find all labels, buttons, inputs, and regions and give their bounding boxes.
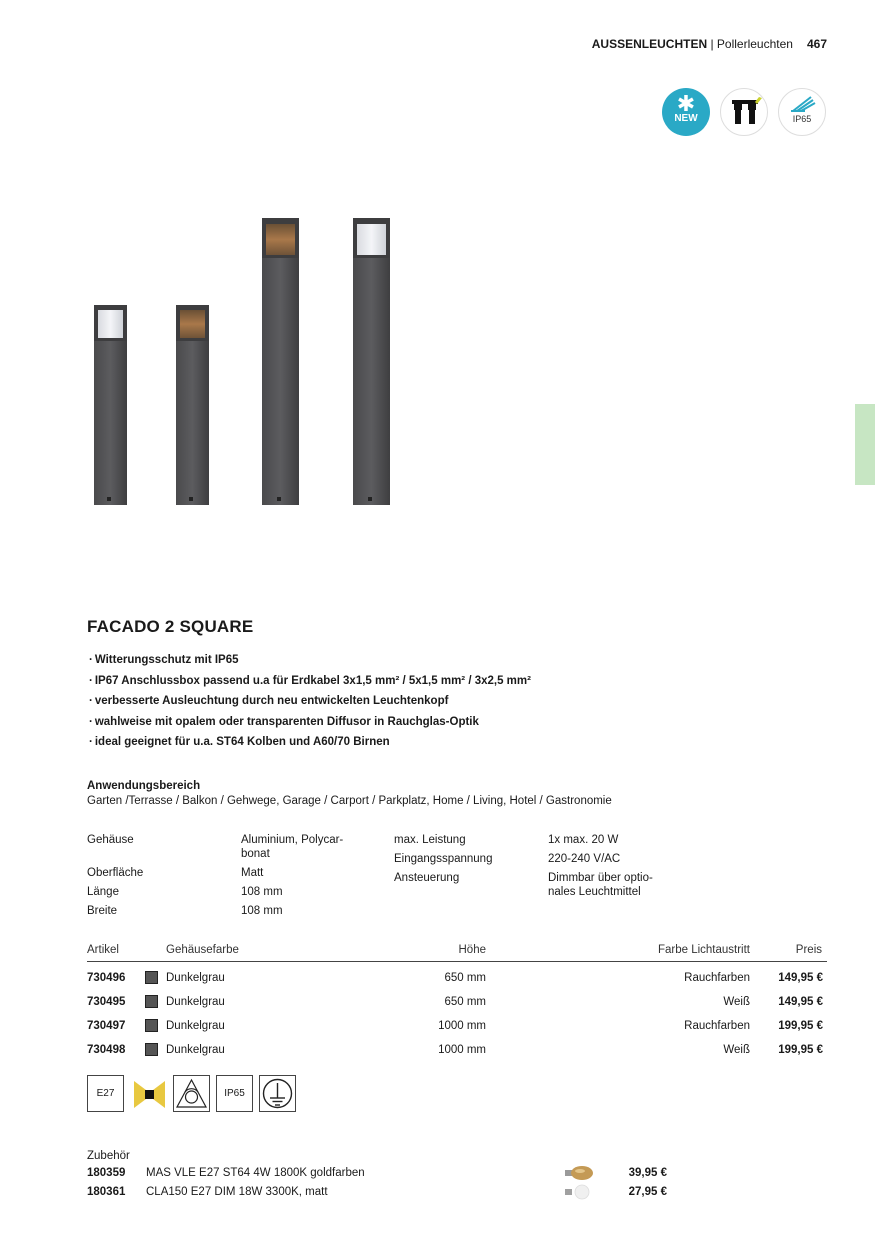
- color-swatch: [145, 995, 158, 1008]
- article-number: 730496: [87, 972, 126, 984]
- application-heading: Anwendungsbereich: [87, 780, 201, 792]
- spec-value: 108 mm: [241, 905, 283, 917]
- spec-label: Breite: [87, 905, 118, 917]
- accessory-description: MAS VLE E27 ST64 4W 1800K goldfarben: [146, 1167, 365, 1179]
- accessories-heading: Zubehör: [87, 1150, 130, 1162]
- col-header-article: Artikel: [87, 944, 119, 956]
- bollard-mount-icon: [720, 88, 768, 136]
- ip65-badge: [778, 88, 826, 136]
- article-number: 730495: [87, 996, 126, 1008]
- page-number: 467: [806, 37, 827, 51]
- light-color: Weiß: [723, 1044, 750, 1056]
- height: 650 mm: [444, 972, 486, 984]
- accessory-number: 180359: [87, 1167, 126, 1179]
- ip65-icon: [216, 1075, 253, 1112]
- article-number: 730497: [87, 1020, 126, 1032]
- accessory-price: 39,95 €: [628, 1167, 667, 1179]
- new-badge: [662, 88, 710, 136]
- feature-item: · ideal geeignet für u.a. ST64 Kolben und A60/70 Birnen: [89, 732, 531, 753]
- bollard-smoke-1000: [262, 218, 299, 505]
- light-color: Weiß: [723, 996, 750, 1008]
- height: 650 mm: [444, 996, 486, 1008]
- header-subcategory: Pollerleuchten: [716, 37, 793, 51]
- asterisk-icon: ✱: [676, 91, 696, 116]
- spec-value: 220-240 V/AC: [548, 853, 621, 865]
- spec-label: Länge: [87, 886, 119, 898]
- accessory-row: [87, 1186, 687, 1202]
- feature-item: · verbesserte Ausleuchtung durch neu entwickelten Leuchtenkopf: [89, 691, 531, 712]
- new-badge-label: NEW: [674, 113, 698, 124]
- product-title: FACADO 2 SQUARE: [87, 617, 254, 636]
- feature-list: [89, 650, 531, 753]
- light-distribution-icon: [130, 1075, 167, 1112]
- section-side-tab: [855, 404, 875, 485]
- price: 149,95 €: [778, 996, 823, 1008]
- housing-color: Dunkelgrau: [166, 972, 225, 984]
- protection-class-icon: [259, 1075, 296, 1112]
- spec-value: 108 mm: [241, 886, 283, 898]
- col-header-height: Höhe: [458, 944, 486, 956]
- header-separator: |: [707, 37, 717, 51]
- e27-socket-label: E27: [96, 1088, 115, 1099]
- accessory-row: [87, 1167, 687, 1183]
- housing-color: Dunkelgrau: [166, 1020, 225, 1032]
- feature-item: · Witterungsschutz mit IP65: [89, 650, 531, 671]
- bollard-opal-650: [94, 305, 127, 505]
- rotatable-head-icon: [173, 1075, 210, 1112]
- accessory-number: 180361: [87, 1186, 126, 1198]
- spec-value: Matt: [241, 867, 264, 879]
- article-number: 730498: [87, 1044, 126, 1056]
- height: 1000 mm: [438, 1044, 486, 1056]
- feature-item: · wahlweise mit opalem oder transparenten Diffusor in Rauchglas-Optik: [89, 712, 531, 733]
- table-row: [87, 972, 827, 988]
- col-header-light-color: Farbe Lichtaustritt: [657, 944, 750, 956]
- accessory-description: CLA150 E27 DIM 18W 3300K, matt: [146, 1186, 328, 1198]
- spec-label: Gehäuse: [87, 834, 134, 846]
- light-color: Rauchfarben: [684, 1020, 750, 1032]
- spec-label: max. Leistung: [394, 834, 466, 846]
- page-header: [592, 37, 827, 51]
- table-row: [87, 1044, 827, 1060]
- amber-bulb-icon: [565, 1165, 595, 1181]
- ip65-icon-label: IP65: [224, 1088, 245, 1099]
- table-row: [87, 1020, 827, 1036]
- spec-value: 1x max. 20 W: [548, 834, 619, 846]
- spec-value: Aluminium, Polycar- bonat: [241, 834, 344, 860]
- feature-item: · IP67 Anschlussbox passend u.a für Erdkabel 3x1,5 mm² / 5x1,5 mm² / 3x2,5 mm²: [89, 671, 531, 692]
- col-header-price: Preis: [795, 944, 822, 956]
- spec-label: Ansteuerung: [394, 872, 460, 884]
- spray-icon: [779, 89, 827, 137]
- white-bulb-icon: [565, 1184, 595, 1200]
- e27-socket-icon: [87, 1075, 124, 1112]
- price: 199,95 €: [778, 1044, 823, 1056]
- ip65-badge-label: IP65: [792, 114, 812, 124]
- product-image: [80, 210, 410, 510]
- housing-color: Dunkelgrau: [166, 1044, 225, 1056]
- color-swatch: [145, 1043, 158, 1056]
- color-swatch: [145, 1019, 158, 1032]
- application-text: Garten /Terrasse / Balkon / Gehwege, Garage / Carport / Parkplatz, Home / Living, Hotel / Gastronomie: [87, 795, 612, 807]
- spec-label: Oberfläche: [87, 867, 144, 879]
- col-header-housing-color: Gehäusefarbe: [166, 944, 239, 956]
- header-category: AUSSENLEUCHTEN: [591, 37, 708, 51]
- housing-color: Dunkelgrau: [166, 996, 225, 1008]
- bollard-opal-1000: [353, 218, 390, 505]
- height: 1000 mm: [438, 1020, 486, 1032]
- accessory-price: 27,95 €: [628, 1186, 667, 1198]
- price: 149,95 €: [778, 972, 823, 984]
- table-row: [87, 996, 827, 1012]
- color-swatch: [145, 971, 158, 984]
- spec-label: Eingangsspannung: [394, 853, 493, 865]
- light-color: Rauchfarben: [684, 972, 750, 984]
- table-header-rule: [87, 961, 827, 962]
- spec-value: Dimmbar über optio- nales Leuchtmittel: [548, 872, 653, 898]
- bollard-smoke-650: [176, 305, 209, 505]
- price: 199,95 €: [778, 1020, 823, 1032]
